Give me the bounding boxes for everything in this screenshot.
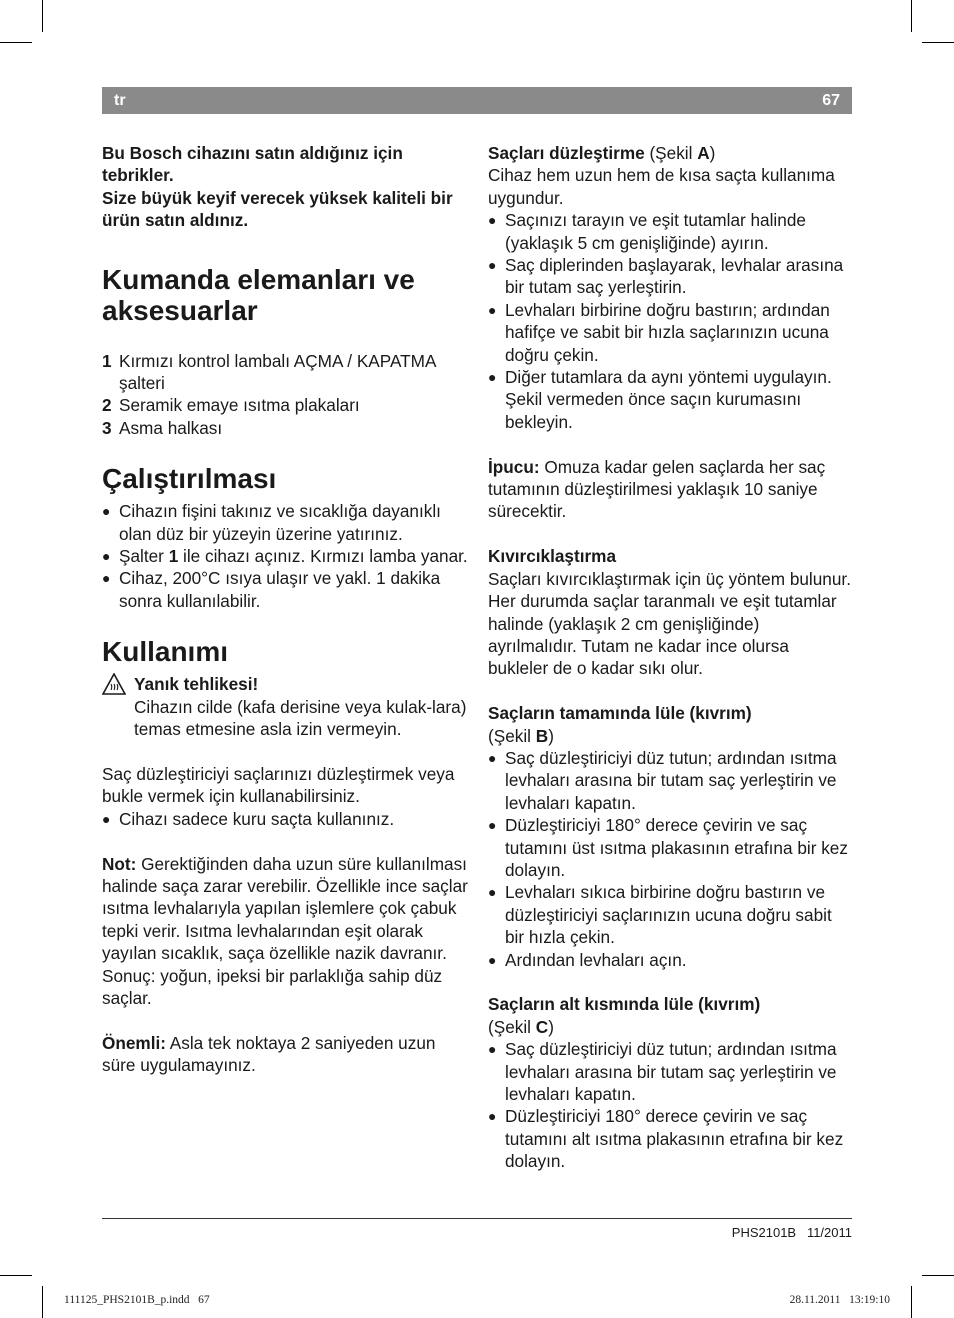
- lower-curl-figure-ref: (Şekil C): [488, 1016, 554, 1037]
- lower-curl-bullet: ● Düzleştiriciyi 180° derece çevirin ve saç tutamını alt ısıtma plakasının etrafına bir kez dolayın.: [488, 1106, 844, 1172]
- straightening-heading: Saçları düzleştirme (Şekil A): [488, 143, 716, 163]
- print-slug-file: 111125_PHS2101B_p.indd 67: [64, 1294, 210, 1306]
- footer-model-date: PHS2101B 11/2011: [731, 1225, 852, 1240]
- crop-mark: [0, 1275, 32, 1276]
- warning-title: Yanık tehlikesi!: [134, 674, 259, 695]
- full-curl-heading: Saçların tamamında lüle (kıvrım): [488, 703, 752, 724]
- controls-heading: Kumanda elemanları ve aksesuarlar: [102, 263, 415, 326]
- full-curl-bullet: ● Saç düzleştiriciyi düz tutun; ardından ısıtma levhaları arasına bir tutam saç yerleştirin ve levhaları kapatın.: [488, 747, 837, 813]
- lower-curl-bullet: ● Saç düzleştiriciyi düz tutun; ardından ısıtma levhaları arasına bir tutam saç yerleştirin ve levhaları kapatın.: [488, 1039, 837, 1104]
- note-paragraph: Not: Gerektiğinden daha uzun süre kullanılması halinde saça zarar verebilir. Özellikle ince saçlar ısıtma levhalarıyla yapılan işlemlere çok çabuk tepki verir. Isıtma levhalarından eşit olarak yayılan sıcaklık, saça özellikle nazik davranır. Sonuç: yoğun, ipeksi bir parlaklığa sahip düz saçlar.: [102, 853, 468, 1008]
- control-item: 3 Asma halkası: [102, 417, 223, 438]
- warning-triangle-icon: [102, 673, 126, 695]
- full-curl-figure-ref: (Şekil B): [488, 725, 554, 746]
- operation-bullet: ● Şalter 1 ile cihazı açınız. Kırmızı lamba yanar.: [102, 546, 468, 567]
- important-paragraph: Önemli: Asla tek noktaya 2 saniyeden uzun süre uygulamayınız.: [102, 1032, 436, 1076]
- curling-text: Saçları kıvırcıklaştırmak için üç yöntem bulunur. Her durumda saçlar taranmalı ve eşit tutamlar halinde (yaklaşık 2 cm genişliğinde) ayrılmalıdır. Tutam ne kadar ince olursa bukleler de o kadar sıkı olur.: [488, 568, 851, 679]
- straightening-bullet: ● Saç diplerinden başlayarak, levhalar arasına bir tutam saç yerleştirin.: [488, 255, 844, 298]
- operation-heading: Çalıştırılması: [102, 463, 277, 495]
- crop-mark: [0, 42, 32, 43]
- usage-bullet: ● Cihazı sadece kuru saçta kullanınız.: [102, 808, 395, 829]
- footer-rule: [102, 1218, 852, 1219]
- straightening-bullet: ● Levhaları birbirine doğru bastırın; ardından hafifçe ve sabit bir hızla saçlarınızın ucuna doğru çekin.: [488, 299, 830, 365]
- crop-mark: [922, 1275, 954, 1276]
- straightening-bullet: ● Saçınızı tarayın ve eşit tutamlar halinde (yaklaşık 5 cm genişliğinde) ayırın.: [488, 210, 806, 253]
- operation-bullet: ● Cihaz, 200°C ısıya ulaşır ve yakl. 1 dakika sonra kullanılabilir.: [102, 568, 441, 611]
- operation-bullet: ● Cihazın fişini takınız ve sıcaklığa dayanıklı olan düz bir yüzeyin üzerine yatırınız.: [102, 501, 441, 544]
- usage-heading: Kullanımı: [102, 636, 229, 668]
- language-code: tr: [114, 92, 126, 109]
- full-curl-bullet: ● Levhaları sıkıca birbirine doğru bastırın ve düzleştiriciyi saçlarınızın ucuna doğru sabit bir hızla çekin.: [488, 882, 832, 948]
- tip-paragraph: İpucu: Omuza kadar gelen saçlarda her saç tutamının düzleştirilmesi yaklaşık 10 saniye sürecektir.: [488, 456, 826, 522]
- intro-line-1: Bu Bosch cihazını satın aldığınız için tebrikler.: [102, 143, 403, 186]
- right-column: [488, 142, 852, 1173]
- page-number: 67: [822, 92, 840, 109]
- crop-mark: [911, 1286, 912, 1318]
- usage-text: Saç düzleştiriciyi saçlarınızı düzleştirmek veya bukle vermek için kullanabilirsiniz.: [102, 763, 455, 807]
- crop-mark: [922, 42, 954, 43]
- print-slug-date: 28.11.2011 13:19:10: [789, 1294, 890, 1306]
- page-header-bar: [102, 87, 852, 114]
- curling-heading: Kıvırcıklaştırma: [488, 546, 617, 567]
- intro-line-2: Size büyük keyif verecek yüksek kaliteli bir ürün satın aldınız.: [102, 187, 453, 231]
- warning-text: Cihazın cilde (kafa derisine veya kulak-lara) temas etmesine asla izin vermeyin.: [134, 696, 467, 740]
- control-item: 2 Seramik emaye ısıtma plakaları: [102, 395, 360, 416]
- full-curl-bullet: ● Ardından levhaları açın.: [488, 949, 687, 970]
- crop-mark: [911, 0, 912, 32]
- crop-mark: [42, 0, 43, 32]
- full-curl-bullet: ● Düzleştiriciyi 180° derece çevirin ve saç tutamını üst ısıtma plakasının etrafına bir kez dolayın.: [488, 815, 848, 880]
- burn-warning: [102, 673, 468, 740]
- straightening-bullet: ● Diğer tutamlara da aynı yöntemi uygulayın. Şekil vermeden önce saçın kurumasını bekleyin.: [488, 367, 832, 432]
- control-item: 1 Kırmızı kontrol lambalı AÇMA / KAPATMA şalteri: [102, 350, 436, 394]
- left-column: [102, 142, 468, 1077]
- lower-curl-heading: Saçların alt kısmında lüle (kıvrım): [488, 994, 761, 1015]
- straightening-text: Cihaz hem uzun hem de kısa saçta kullanıma uygundur.: [488, 165, 835, 208]
- crop-mark: [42, 1286, 43, 1318]
